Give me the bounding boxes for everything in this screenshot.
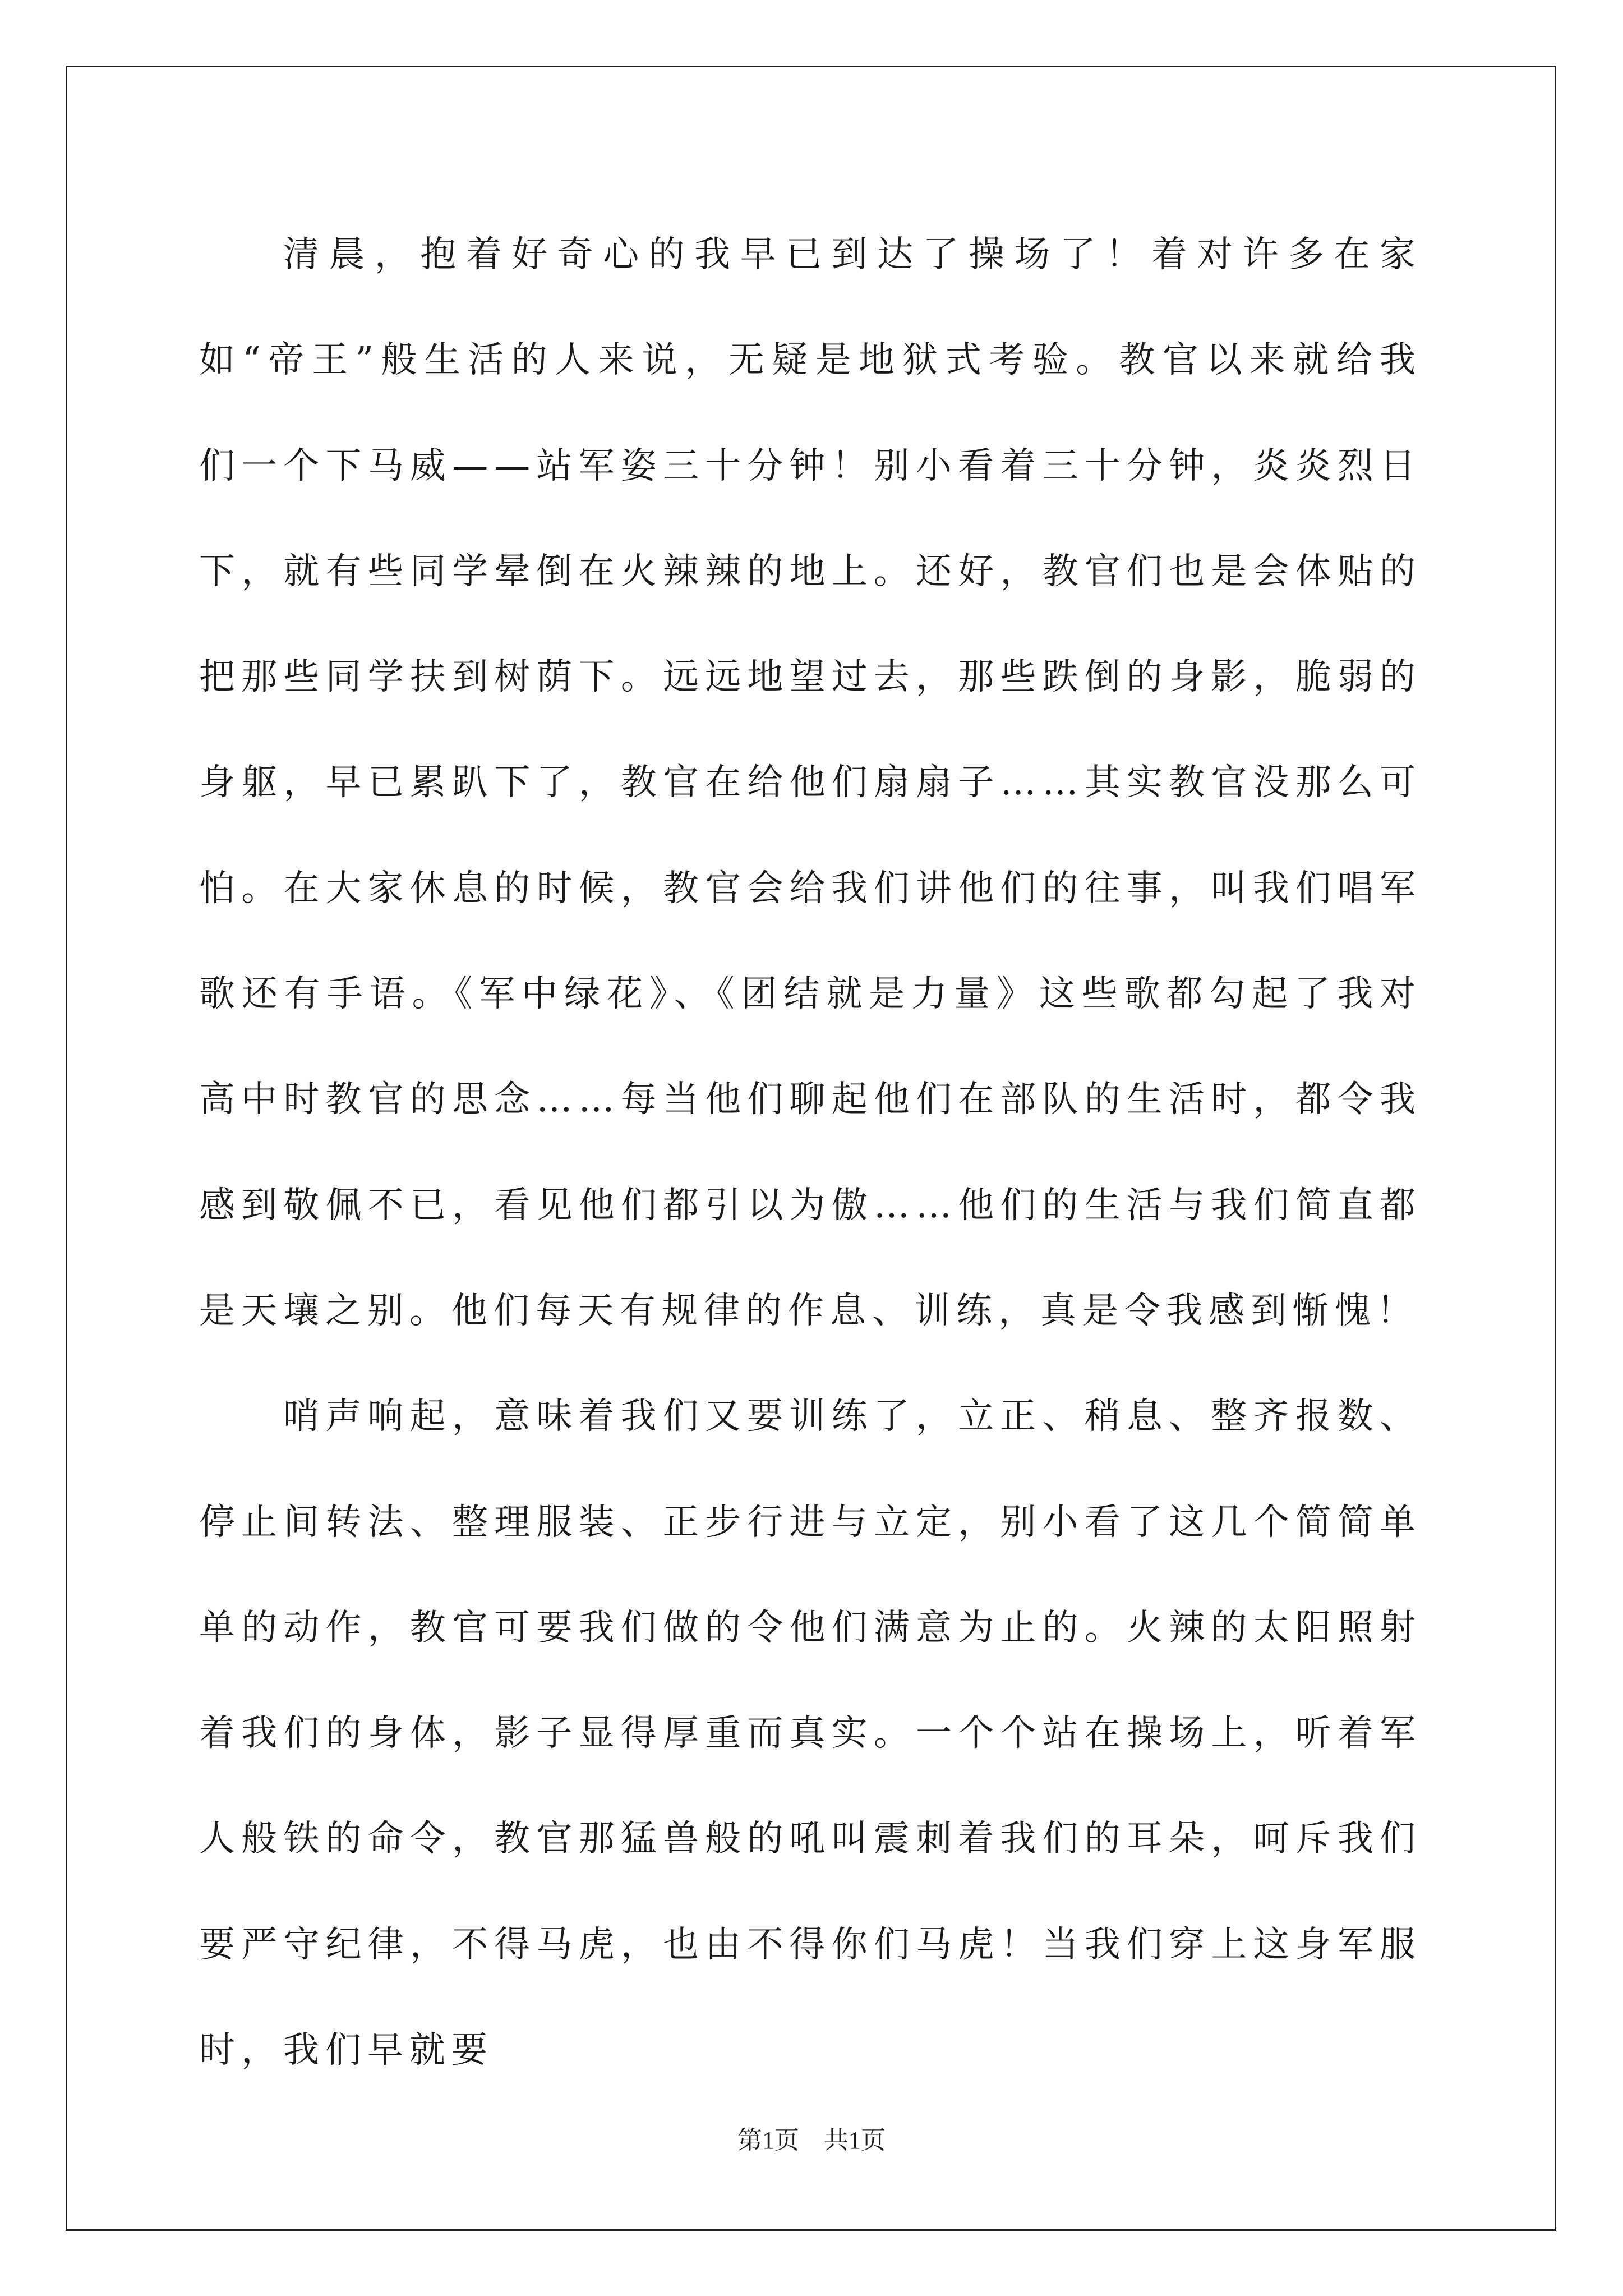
page-number-footer: 第1页 共1页 — [737, 2127, 886, 2154]
paragraph-2: 哨声响起，意味着我们又要训练了，立正、稍息、整齐报数、停止间转法、整理服装、正步行进与立定，别小看了这几个简简单单的动作，教官可要我们做的令他们满意为止的。火辣的太阳照射着我们的身体，影子显得厚重而真实。一个个站在操场上，听着军人般铁的命令，教官那猛兽般的吼叫震刺着我们的耳朵，呵斥我们要严守纪律，不得马虎，也由不得你们马虎！当我们穿上这身军服时，我们早就要 — [199, 1396, 1422, 2072]
paragraph-1: 清晨，抱着好奇心的我早已到达了操场了！着对许多在家如“帝王”般生活的人来说，无疑是地狱式考验。教官以来就给我们一个下马威——站军姿三十分钟！别小看着三十分钟，炎炎烈日下，就有些同学晕倒在火辣辣的地上。还好，教官们也是会体贴的把那些同学扶到树荫下。远远地望过去，那些跌倒的身影，脆弱的身躯，早已累趴下了，教官在给他们扇扇子……其实教官没那么可怕。在大家休息的时候，教官会给我们讲他们的往事，叫我们唱军歌还有手语。《军中绿花》、《团结就是力量》这些歌都勾起了我对高中时教官的思念……每当他们聊起他们在部队的生活时，都令我感到敬佩不已，看见他们都引以为傲……他们的生活与我们简直都是天壤之别。他们每天有规律的作息、训练，真是令我感到惭愧！ — [199, 234, 1422, 1332]
document-body — [199, 202, 1422, 2103]
